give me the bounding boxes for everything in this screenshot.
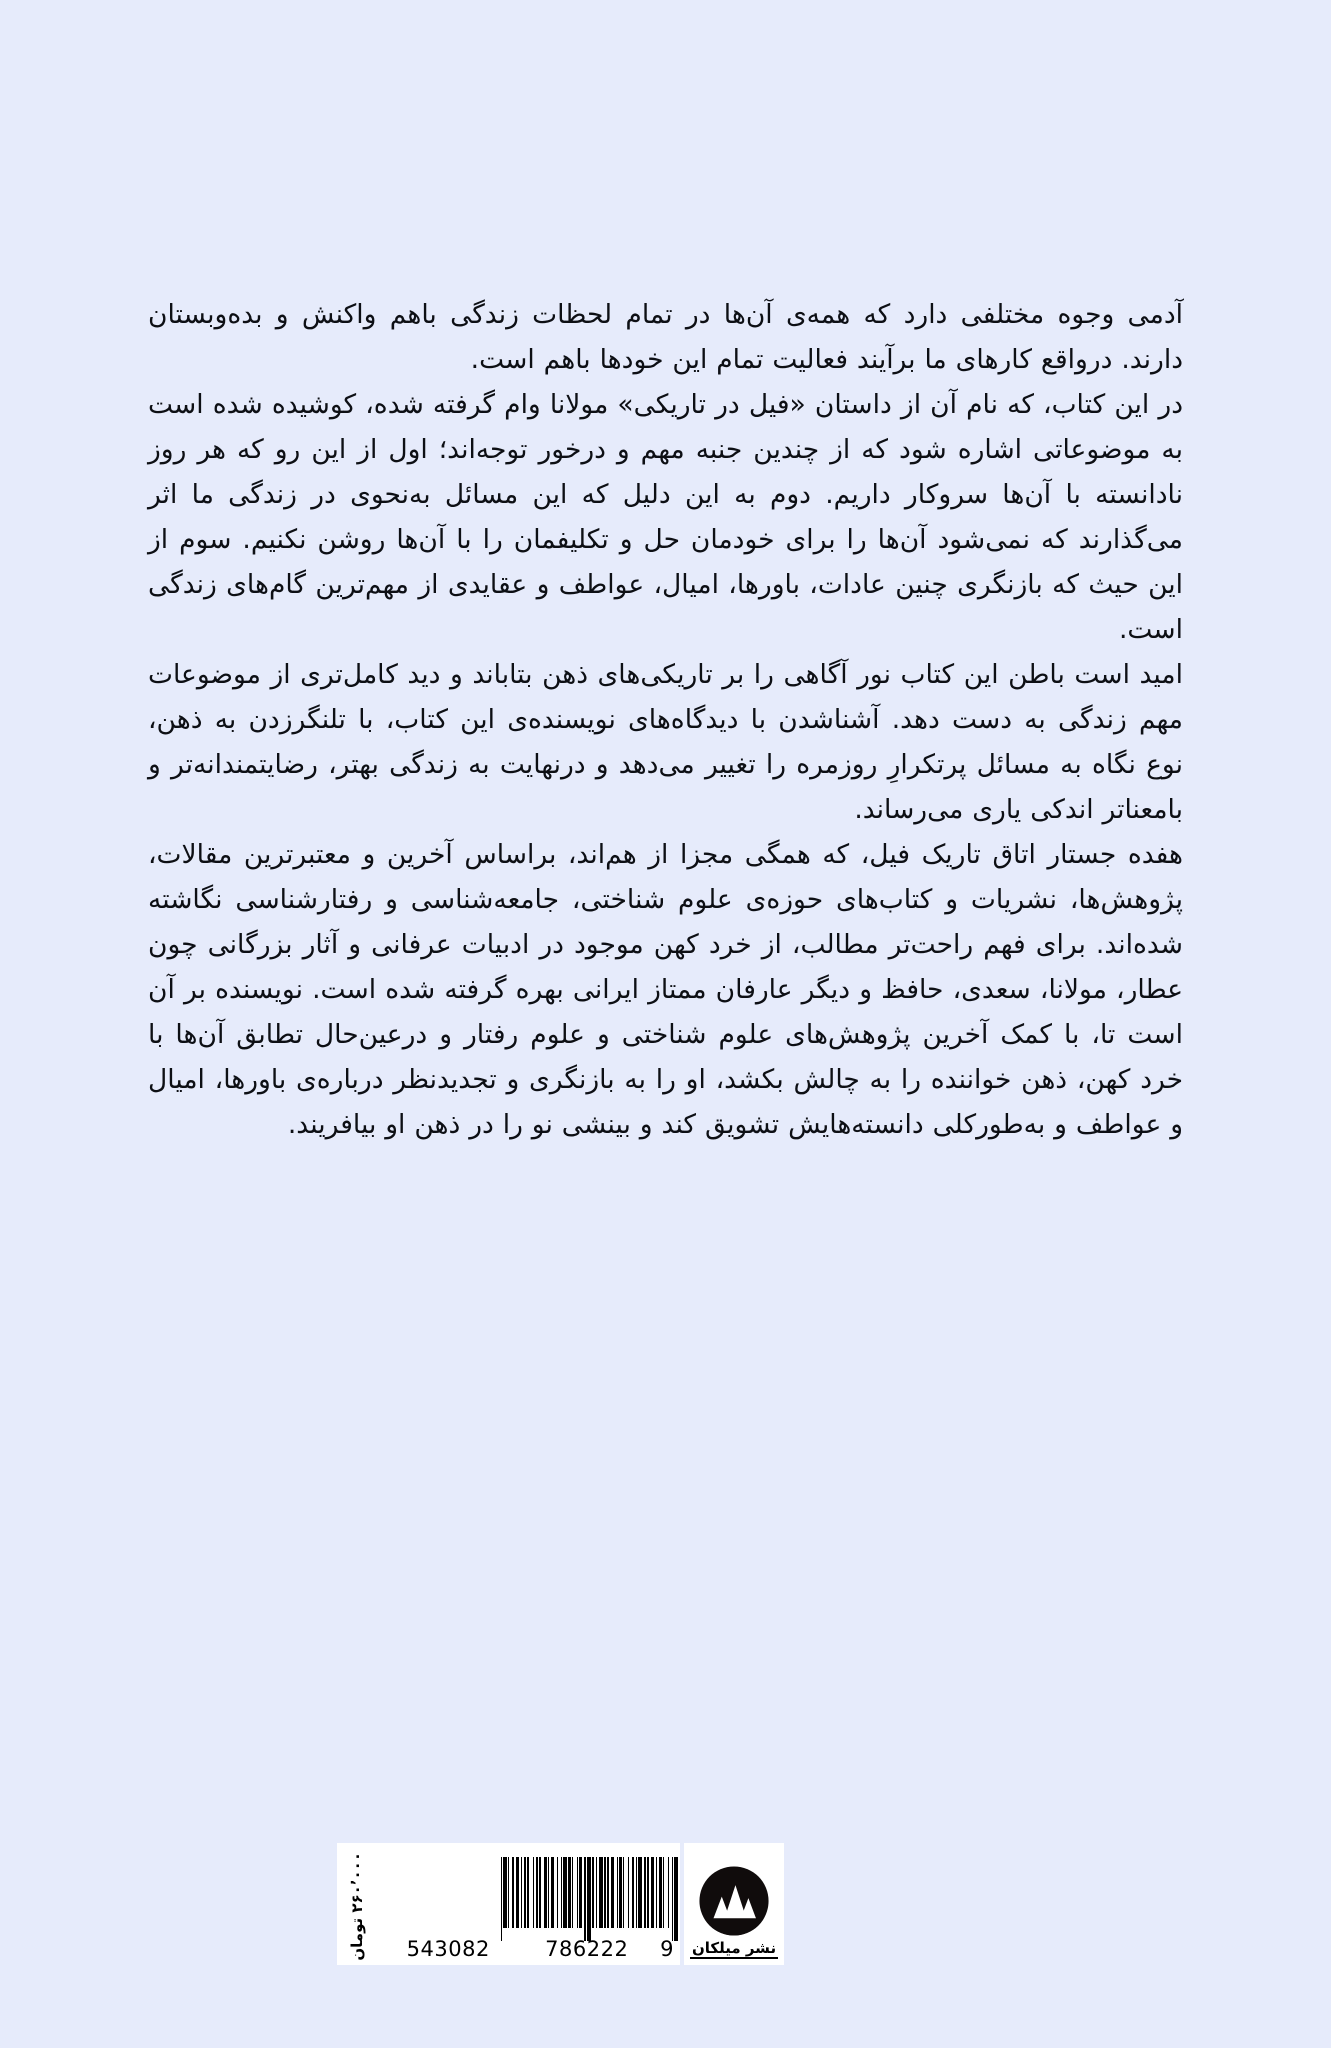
barcode-bar xyxy=(662,1857,663,1941)
barcode-bar xyxy=(644,1857,645,1928)
barcode-bar xyxy=(512,1857,515,1928)
barcode-bar xyxy=(634,1857,635,1941)
barcode-bar xyxy=(544,1857,547,1928)
barcode-bars xyxy=(381,1857,678,1941)
barcode-bar xyxy=(527,1857,530,1928)
barcode-bar xyxy=(557,1857,558,1928)
barcode-bar xyxy=(538,1857,539,1941)
barcode-bar xyxy=(604,1857,605,1928)
barcode-bar xyxy=(632,1857,635,1928)
barcode-bar xyxy=(674,1857,678,1941)
barcode-bar xyxy=(657,1857,660,1941)
barcode-bar xyxy=(514,1857,515,1941)
barcode-bar xyxy=(509,1857,512,1941)
barcode-bar xyxy=(591,1857,592,1941)
barcode-bar xyxy=(498,1857,501,1941)
barcode-bar xyxy=(586,1857,587,1941)
barcode-bar xyxy=(529,1857,533,1941)
barcode-bar xyxy=(548,1857,549,1928)
barcode-bar xyxy=(539,1857,540,1928)
barcode-bar xyxy=(669,1857,672,1941)
barcode-bar xyxy=(507,1857,508,1941)
barcode-bar xyxy=(636,1857,637,1928)
blurb-paragraph-1: آدمی وجوه مختلفی دارد که همه‌ی آن‌ها در تمام لحظات زندگی باهم واکنش و بده‌وبستان دارند. درواقع کارهای ما برآیند فعالیت تمام این خودها باهم است. xyxy=(148,299,1183,375)
isbn-lead-digit: 9 xyxy=(660,1937,674,1961)
barcode-bar xyxy=(617,1857,618,1928)
back-cover-blurb xyxy=(148,292,1183,1147)
barcode-bar xyxy=(502,1857,503,1941)
barcode-bar xyxy=(568,1857,571,1928)
price-label-text: ۲۶۰٬۰۰۰ تومان xyxy=(348,1852,366,1961)
barcode-bar xyxy=(572,1857,573,1928)
barcode-bar xyxy=(519,1857,520,1941)
barcode-bar xyxy=(663,1857,664,1928)
barcode-block xyxy=(337,1843,680,1965)
barcode-bar xyxy=(558,1857,561,1941)
publisher-logo-block xyxy=(684,1843,784,1965)
barcode-bar xyxy=(503,1857,507,1928)
blurb-paragraph-4: هفده جستار اتاق تاریک فیل، که همگی مجزا از هم‌اند، براساس آخرین و معتبرترین مقالات، پژوهش‌ها، نشریات و کتاب‌های حوزه‌ی علوم شناختی، جامعه‌شناسی و رفتارشناسی نگاشته شده‌اند. برای فهم راحت‌تر مطالب، از خرد کهن موجود در ادبیات عرفانی و آثار بزرگانی چون عطار، مولانا، سعدی، حافظ و دیگر عارفان ممتاز ایرانی بهره گرفته شده است. نویسنده بر آن است تا، با کمک آخرین پژوهش‌های علوم شناختی و علوم رفتار و درعین‌حال تطابق آن‌ها با خرد کهن، ذهن خواننده را به چالش بکشد، او را به بازنگری و تجدیدنظر درباره‌ی باورها، امیال و عواطف و به‌طورکلی دانسته‌هایش تشویق کند و بینشی نو را در ذهن او بیافریند. xyxy=(148,839,1183,1140)
barcode-bar xyxy=(567,1857,568,1941)
barcode-bar xyxy=(637,1857,638,1941)
barcode-bar xyxy=(521,1857,522,1928)
barcode-bar xyxy=(654,1857,655,1941)
publisher-name: نشر میلکان xyxy=(690,1940,778,1960)
barcode-bar xyxy=(664,1857,668,1941)
blurb-paragraph-2: در این کتاب، که نام آن از داستان «فیل در تاریکی» مولانا وام گرفته شده، کوشیده شده است به موضوعاتی اشاره شود که از چندین جنبه مهم و درخور توجه‌اند؛ اول از این رو که هر روز نادانسته با آن‌ها سروکار داریم. دوم به این دلیل که این مسائل به‌نحوی در زندگی ما اثر می‌گذارند که نمی‌شود آن‌ها را برای خودمان حل و تکلیفمان را با آن‌ها روشن نکنیم. سوم از این حیث که بازنگری چنین عادات، باورها، امیال، عواطف و عقایدی از مهم‌ترین گام‌های زندگی است. xyxy=(148,389,1183,645)
barcode-bar xyxy=(562,1857,563,1941)
barcode-bar xyxy=(624,1857,628,1941)
barcode-bar xyxy=(561,1857,562,1928)
barcode-bar xyxy=(647,1857,650,1928)
blurb-paragraph-3: امید است باطن این کتاب نور آگاهی را بر تاریکی‌های ذهن بتاباند و دید کامل‌تری از موضوعات مهم زندگی به دست دهد. آشناشدن با دیدگاه‌های نویسنده‌ی این کتاب، با تلنگرزدن به ذهن، نوع نگاه به مسائل پرتکرارِ روزمره را تغییر می‌دهد و درنهایت به زندگی بهتر، رضایتمندانه‌تر و بامعناتر اندکی یاری می‌رساند. xyxy=(148,659,1183,825)
barcode-bar xyxy=(536,1857,539,1928)
barcode-bar xyxy=(551,1857,555,1928)
ean13-barcode xyxy=(377,1843,680,1965)
barcode-bar xyxy=(524,1857,525,1928)
barcode-bar xyxy=(609,1857,610,1941)
barcode-bar xyxy=(611,1857,615,1928)
barcode-bar xyxy=(571,1857,572,1941)
barcode-bar xyxy=(629,1857,632,1941)
barcode-bar xyxy=(607,1857,610,1928)
barcode-bar xyxy=(649,1857,650,1941)
barcode-bar xyxy=(672,1857,673,1941)
barcode-bar xyxy=(638,1857,642,1928)
barcode-bar xyxy=(508,1857,509,1928)
barcode-bar xyxy=(534,1857,535,1941)
barcode-bar xyxy=(578,1857,579,1941)
barcode-bar xyxy=(619,1857,622,1928)
barcode-bar xyxy=(549,1857,550,1941)
isbn-group-1: 786222 xyxy=(545,1937,629,1961)
barcode-bar xyxy=(606,1857,607,1941)
barcode-bar xyxy=(618,1857,619,1941)
barcode-bar xyxy=(573,1857,577,1941)
barcode-bar xyxy=(577,1857,578,1928)
barcode-bar xyxy=(646,1857,647,1941)
barcode-bar xyxy=(584,1857,585,1941)
barcode-bar xyxy=(579,1857,582,1928)
barcode-bar xyxy=(526,1857,527,1941)
barcode-bar xyxy=(547,1857,548,1941)
barcode-bar xyxy=(599,1857,603,1928)
barcode-bar xyxy=(628,1857,629,1928)
barcode-bar xyxy=(614,1857,617,1941)
barcode-bar xyxy=(596,1857,597,1928)
barcode-bar xyxy=(597,1857,600,1941)
barcode-bar xyxy=(623,1857,624,1928)
barcode-bar xyxy=(592,1857,595,1928)
price-label-vertical xyxy=(337,1843,377,1965)
barcode-bar xyxy=(587,1857,591,1941)
barcode-bar xyxy=(659,1857,662,1928)
barcode-bar xyxy=(642,1857,645,1941)
barcode-bar xyxy=(501,1857,502,1941)
barcode-bar xyxy=(582,1857,585,1941)
barcode-bar xyxy=(533,1857,534,1928)
barcode-bar xyxy=(516,1857,520,1928)
barcode-bar xyxy=(541,1857,545,1941)
barcode-digits xyxy=(379,1937,678,1961)
barcode-bar xyxy=(554,1857,557,1941)
barcode-bar xyxy=(622,1857,623,1941)
barcode-bar xyxy=(603,1857,604,1941)
isbn-group-2: 543082 xyxy=(406,1937,490,1961)
barcode-bar xyxy=(563,1857,567,1928)
barcode-bar xyxy=(522,1857,525,1941)
barcode-bar xyxy=(668,1857,669,1928)
barcode-bar xyxy=(651,1857,655,1928)
barcode-bar xyxy=(673,1857,674,1941)
barcode-bar xyxy=(656,1857,657,1928)
mountain-circle-logo-icon xyxy=(698,1865,770,1937)
barcode-bar xyxy=(594,1857,595,1941)
